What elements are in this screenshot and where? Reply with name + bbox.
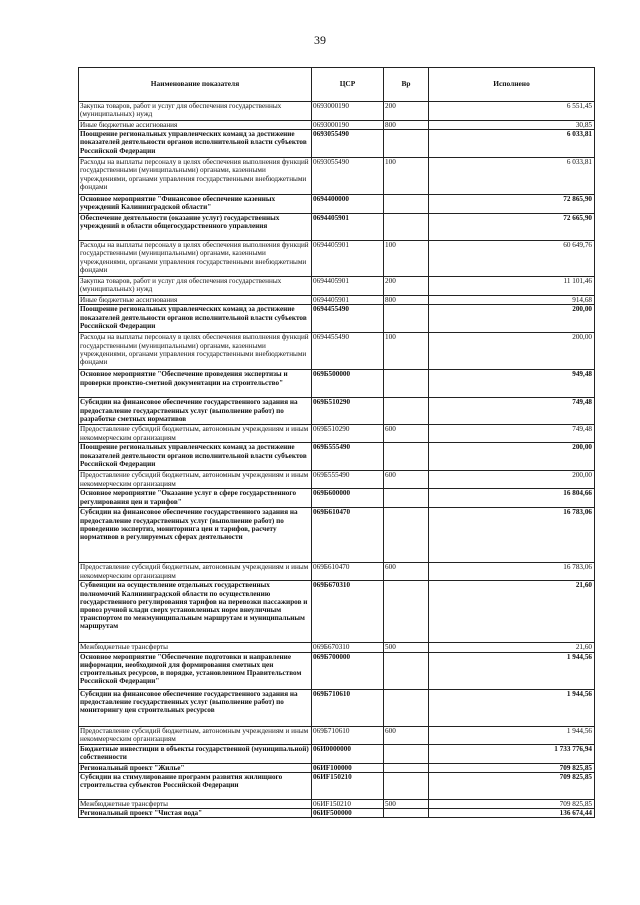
cell-csr: 0694405901 <box>312 277 384 296</box>
cell-vr: 100 <box>384 241 429 277</box>
cell-name: Субсидии на финансовое обеспечение государственного задания на предоставление государственных услуг (выполнение работ) по разработке сметных нормативов <box>79 398 312 425</box>
cell-vr <box>384 443 429 471</box>
cell-value: 749,48 <box>429 425 595 443</box>
budget-table <box>78 67 595 818</box>
cell-value: 16 804,66 <box>429 489 595 508</box>
cell-name: Закупка товаров, работ и услуг для обеспечения государственных (муниципальных) нужд <box>79 277 312 296</box>
cell-csr: 06ИF150210 <box>312 799 384 808</box>
cell-vr <box>384 130 429 158</box>
cell-value: 1 944,56 <box>429 689 595 726</box>
cell-value: 6 033,81 <box>429 130 595 158</box>
table-row <box>79 333 595 370</box>
cell-name: Региональный проект "Жилье" <box>79 763 312 772</box>
cell-value: 914,68 <box>429 296 595 305</box>
cell-vr <box>384 370 429 398</box>
table-row <box>79 443 595 471</box>
cell-value: 1 944,56 <box>429 726 595 744</box>
cell-csr: 0694455490 <box>312 333 384 370</box>
cell-vr <box>384 763 429 772</box>
cell-vr: 200 <box>384 277 429 296</box>
table-row <box>79 305 595 333</box>
table-row <box>79 158 595 195</box>
table-row <box>79 296 595 305</box>
table-row <box>79 425 595 443</box>
cell-csr: 0693055490 <box>312 130 384 158</box>
cell-vr: 500 <box>384 643 429 652</box>
cell-value: 16 783,06 <box>429 563 595 581</box>
table-row <box>79 799 595 808</box>
table-row <box>79 744 595 763</box>
table-row <box>79 195 595 214</box>
cell-name: Межбюджетные трансферты <box>79 643 312 652</box>
cell-csr: 0693000190 <box>312 121 384 130</box>
cell-value: 200,00 <box>429 471 595 489</box>
cell-value: 60 649,76 <box>429 241 595 277</box>
cell-csr: 0694405901 <box>312 241 384 277</box>
cell-name: Межбюджетные трансферты <box>79 799 312 808</box>
cell-name: Субсидии на финансовое обеспечение государственного задания на предоставление государственных услуг (выполнение работ) по мониторингу цен строительных ресурсов <box>79 689 312 726</box>
cell-csr: 069Б510290 <box>312 425 384 443</box>
table-row <box>79 121 595 130</box>
cell-csr: 0693000190 <box>312 102 384 121</box>
cell-vr: 600 <box>384 726 429 744</box>
table-row <box>79 241 595 277</box>
cell-value: 1 733 776,94 <box>429 744 595 763</box>
table-row <box>79 489 595 508</box>
cell-name: Обеспечение деятельности (оказание услуг) государственных учреждений в области общегосударственного управления <box>79 214 312 241</box>
table-row <box>79 471 595 489</box>
cell-name: Бюджетные инвестиции в объекты государственной (муниципальной) собственности <box>79 744 312 763</box>
cell-name: Закупка товаров, работ и услуг для обеспечения государственных (муниципальных) нужд <box>79 102 312 121</box>
cell-csr: 069Б700000 <box>312 652 384 689</box>
cell-csr: 06ИF100000 <box>312 763 384 772</box>
cell-vr <box>384 214 429 241</box>
cell-vr: 800 <box>384 296 429 305</box>
cell-name: Иные бюджетные ассигнования <box>79 121 312 130</box>
cell-name: Субвенции на осуществление отдельных государственных полномочий Калининградской области по осуществлению государственного регулирования тарифов на перевозки пассажиров и провоз ручной клади сверх установленных норм внеуличным транспортом по межмуниципальным маршрутам и муниципальным маршрутам <box>79 581 312 643</box>
cell-name: Предоставление субсидий бюджетным, автономным учреждениям и иным некоммерческим организациям <box>79 425 312 443</box>
table-header-row <box>79 68 595 102</box>
cell-csr: 06ИF150210 <box>312 772 384 799</box>
cell-name: Поощрение региональных управленческих команд за достижение показателей деятельности органов исполнительной власти субъектов Российской Федерации <box>79 443 312 471</box>
cell-value: 72 865,90 <box>429 195 595 214</box>
table-row <box>79 214 595 241</box>
cell-name: Иные бюджетные ассигнования <box>79 296 312 305</box>
table-row <box>79 130 595 158</box>
header-name: Наименование показателя <box>79 68 312 102</box>
cell-csr: 0694400000 <box>312 195 384 214</box>
cell-vr: 100 <box>384 158 429 195</box>
cell-value: 21,60 <box>429 643 595 652</box>
cell-vr <box>384 305 429 333</box>
cell-vr <box>384 489 429 508</box>
cell-csr: 069Б670310 <box>312 643 384 652</box>
cell-name: Предоставление субсидий бюджетным, автономным учреждениям и иным некоммерческим организациям <box>79 563 312 581</box>
table-row <box>79 643 595 652</box>
table-row <box>79 563 595 581</box>
cell-value: 200,00 <box>429 443 595 471</box>
table-row <box>79 581 595 643</box>
cell-vr: 800 <box>384 121 429 130</box>
cell-csr: 069Б670310 <box>312 581 384 643</box>
cell-value: 949,48 <box>429 370 595 398</box>
cell-value: 136 674,44 <box>429 809 595 818</box>
cell-name: Региональный проект "Чистая вода" <box>79 809 312 818</box>
cell-name: Основное мероприятие "Обеспечение проведения экспертизы и проверки проектно-сметной документации на строительство" <box>79 370 312 398</box>
cell-csr: 069Б500000 <box>312 370 384 398</box>
table-row <box>79 763 595 772</box>
cell-csr: 069Б610470 <box>312 508 384 563</box>
cell-csr: 06ИF500000 <box>312 809 384 818</box>
cell-name: Расходы на выплаты персоналу в целях обеспечения выполнения функций государственными (муниципальными) органами, казенными учреждениями, органами управления государственными внебюджетными фондами <box>79 241 312 277</box>
table-body <box>79 102 595 818</box>
table-row <box>79 370 595 398</box>
cell-vr: 600 <box>384 425 429 443</box>
table-row <box>79 652 595 689</box>
cell-vr <box>384 581 429 643</box>
cell-value: 749,48 <box>429 398 595 425</box>
cell-csr: 0694405901 <box>312 296 384 305</box>
cell-csr: 069Б510290 <box>312 398 384 425</box>
cell-name: Предоставление субсидий бюджетным, автономным учреждениям и иным некоммерческим организациям <box>79 726 312 744</box>
cell-value: 200,00 <box>429 305 595 333</box>
cell-vr <box>384 744 429 763</box>
cell-value: 709 825,85 <box>429 799 595 808</box>
cell-csr: 0694405901 <box>312 214 384 241</box>
cell-csr: 069Б710610 <box>312 689 384 726</box>
cell-value: 11 101,46 <box>429 277 595 296</box>
cell-vr <box>384 809 429 818</box>
cell-csr: 069Б555490 <box>312 471 384 489</box>
cell-csr: 069Б610470 <box>312 563 384 581</box>
cell-csr: 069Б600000 <box>312 489 384 508</box>
cell-vr: 100 <box>384 333 429 370</box>
cell-value: 709 825,85 <box>429 763 595 772</box>
cell-csr: 069Б555490 <box>312 443 384 471</box>
cell-value: 16 783,06 <box>429 508 595 563</box>
cell-value: 72 665,90 <box>429 214 595 241</box>
table-row <box>79 809 595 818</box>
cell-name: Субсидии на стимулирование программ развития жилищного строительства субъектов Российской Федерации <box>79 772 312 799</box>
header-vr: Вр <box>384 68 429 102</box>
cell-name: Расходы на выплаты персоналу в целях обеспечения выполнения функций государственными (муниципальными) органами, казенными учреждениями, органами управления государственными внебюджетными фондами <box>79 158 312 195</box>
cell-csr: 06И0000000 <box>312 744 384 763</box>
table-row <box>79 772 595 799</box>
header-value: Исполнено <box>429 68 595 102</box>
cell-value: 6 033,81 <box>429 158 595 195</box>
cell-value: 30,85 <box>429 121 595 130</box>
cell-vr <box>384 195 429 214</box>
cell-name: Основное мероприятие "Обеспечение подготовки и направление информации, необходимой для формирования сметных цен строительных ресурсов, в порядке, установленном Правительством Российской Федерации" <box>79 652 312 689</box>
table-row <box>79 508 595 563</box>
cell-vr <box>384 689 429 726</box>
cell-vr <box>384 398 429 425</box>
table-row <box>79 689 595 726</box>
cell-value: 709 825,85 <box>429 772 595 799</box>
cell-vr: 600 <box>384 471 429 489</box>
header-csr: ЦСР <box>312 68 384 102</box>
cell-csr: 0694455490 <box>312 305 384 333</box>
cell-vr: 500 <box>384 799 429 808</box>
cell-value: 1 944,56 <box>429 652 595 689</box>
table-row <box>79 398 595 425</box>
cell-name: Предоставление субсидий бюджетным, автономным учреждениям и иным некоммерческим организациям <box>79 471 312 489</box>
cell-vr <box>384 652 429 689</box>
cell-vr: 600 <box>384 563 429 581</box>
cell-value: 21,60 <box>429 581 595 643</box>
cell-name: Поощрение региональных управленческих команд за достижение показателей деятельности органов исполнительной власти субъектов Российской Федерации <box>79 305 312 333</box>
table-row <box>79 277 595 296</box>
cell-vr <box>384 508 429 563</box>
cell-name: Основное мероприятие "Оказание услуг в сфере государственного регулирования цен и тарифов" <box>79 489 312 508</box>
cell-name: Поощрение региональных управленческих команд за достижение показателей деятельности органов исполнительной власти субъектов Российской Федерации <box>79 130 312 158</box>
page-number: 39 <box>314 33 326 47</box>
cell-name: Расходы на выплаты персоналу в целях обеспечения выполнения функций государственными (муниципальными) органами, казенными учреждениями, органами управления государственными внебюджетными фондами <box>79 333 312 370</box>
cell-value: 6 551,45 <box>429 102 595 121</box>
table-row <box>79 726 595 744</box>
table-row <box>79 102 595 121</box>
cell-vr: 200 <box>384 102 429 121</box>
cell-csr: 0693055490 <box>312 158 384 195</box>
cell-vr <box>384 772 429 799</box>
cell-value: 200,00 <box>429 333 595 370</box>
cell-name: Субсидии на финансовое обеспечение государственного задания на предоставление государственных услуг (выполнение работ) по проведению экспертиз, мониторинга цен и тарифов, расчету нормативов в регулируемых сферах деятельности <box>79 508 312 563</box>
cell-csr: 069Б710610 <box>312 726 384 744</box>
cell-name: Основное мероприятие "Финансовое обеспечение казенных учреждений Калининградской области" <box>79 195 312 214</box>
